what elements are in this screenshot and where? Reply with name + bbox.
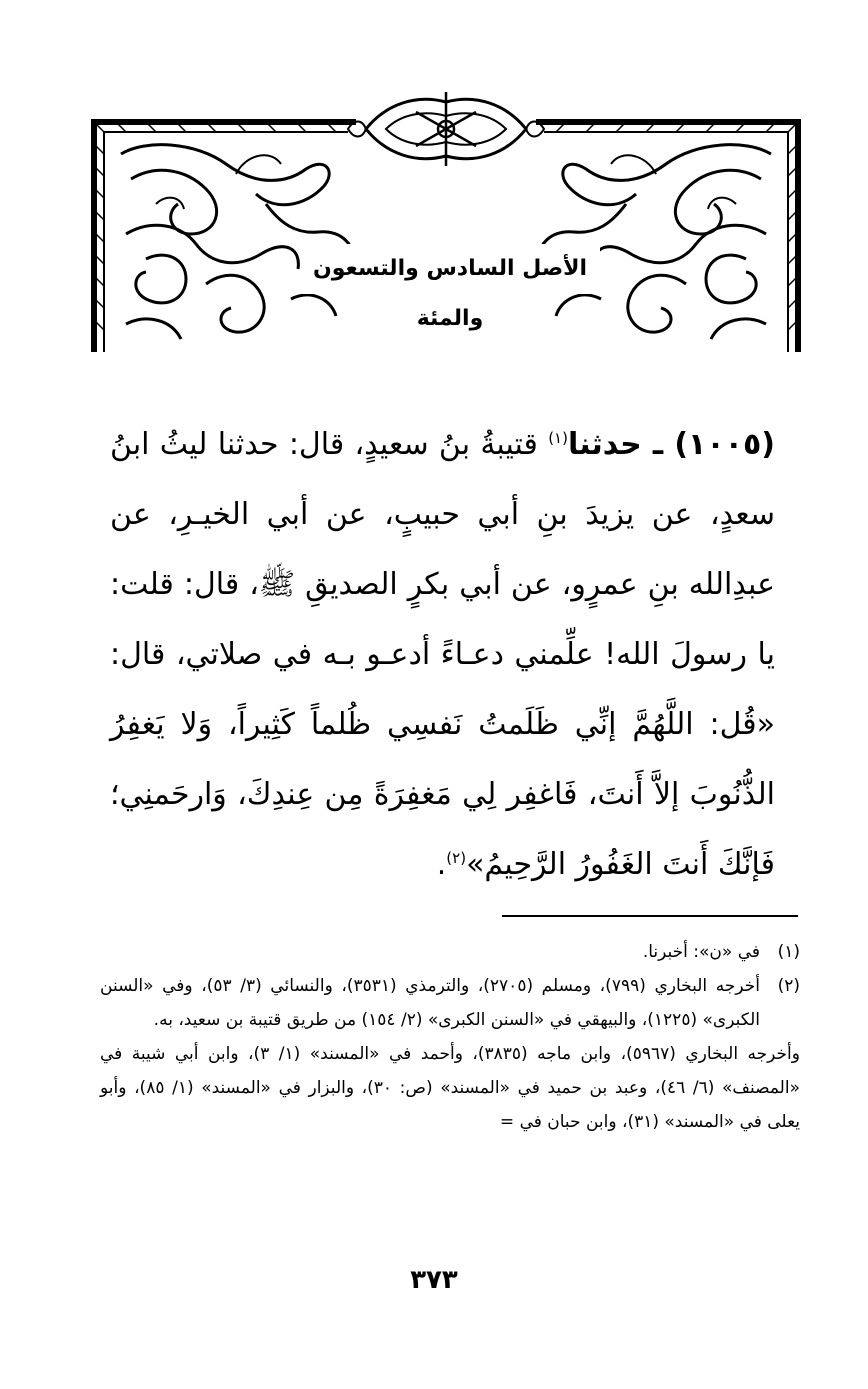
chapter-title: الأصل السادس والتسعون والمئة (300, 244, 600, 294)
footnote-1-number: (١) (777, 942, 800, 962)
page-number: ٣٧٣ (410, 1265, 458, 1295)
footnote-1-text: في «ن»: أخبرنا. (642, 942, 760, 962)
footnote-2-text: أخرجه البخاري (٧٩٩)، ومسلم (٢٧٠٥)، والترمذي (٣٥٣١)، والنسائي (٣/ ٥٣)، وفي «السنن الكبرى» (١٢٢٥)، والبيهقي في «السنن الكبرى» (٢/ ١٥٤) من طريق قتيبة بن سعيد، به. (100, 976, 760, 1030)
hadith-end: . (436, 847, 447, 882)
hadith-number: (١٠٠٥) ـ حدثنا (567, 427, 775, 462)
footnote-2-continuation: وأخرجه البخاري (٥٩٦٧)، وابن ماجه (٣٨٣٥)، وأحمد في «المسند» (١/ ٣)، وابن أبي شيبة في «المصنف» (٦/ ٤٦)، وعبد بن حميد في «المسند» (ص: ٣٠)، والبزار في «المسند» (١/ ٨٥)، وأبو يعلى في «المسند» (٣١)، وابن حبان في = (100, 1044, 800, 1132)
hadith-text (110, 410, 775, 900)
footnote-2 (100, 969, 800, 1037)
footnote-2-number: (٢) (777, 976, 800, 996)
footnote-ref-2: (٢) (446, 849, 467, 867)
footnote-divider (502, 915, 798, 917)
footnote-ref-1: (١) (548, 429, 568, 447)
hadith-body: قتيبةُ بنُ سعيدٍ، قال: حدثنا ليثُ ابنُ سعدٍ، عن يزيدَ بنِ أبي حبيبٍ، عن أبي الخيـرِ، عن عبدِالله بنِ عمرٍو، عن أبي بكرٍ الصديقِ ﷺ، قال: قلت: يا رسولَ الله! علِّمني دعـاءً أدعـو بـه في صلاتي، قال: «قُل: اللَّهُمَّ إنِّي ظَلَمتُ نَفسِي ظُلماً كَثِيراً، وَلا يَغفِرُ الذُّنُوبَ إلاَّ أَنتَ، فَاغفِر لِي مَغفِرَةً مِن عِندِكَ، وَارحَمنِي؛ فَإنَّكَ أَنتَ الغَفُورُ الرَّحِيمُ» (110, 427, 775, 882)
footnotes (100, 935, 800, 1139)
hadith-paragraph (110, 410, 775, 900)
footnote-1 (100, 935, 800, 969)
